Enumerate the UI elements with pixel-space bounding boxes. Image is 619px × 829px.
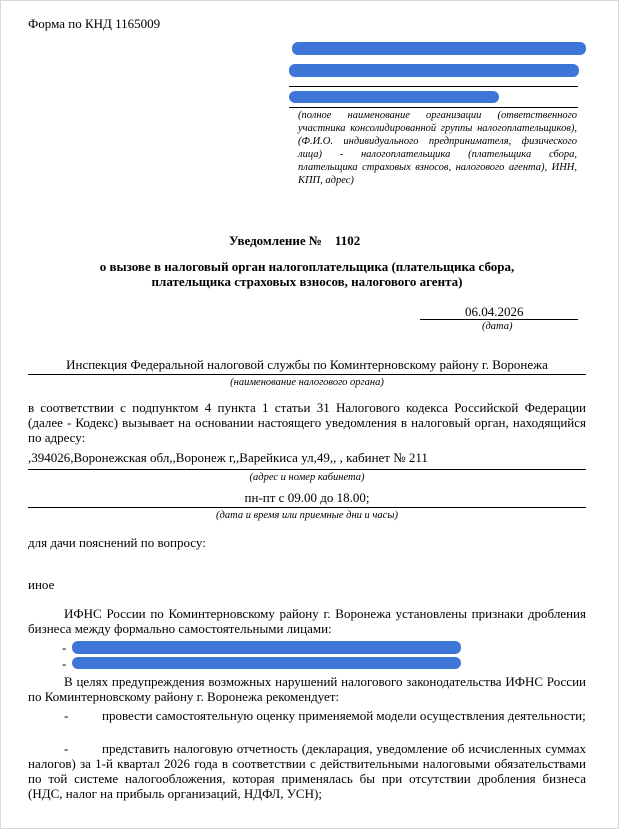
address-caption: (адрес и номер кабинета) [249, 472, 365, 483]
paragraph-recommendations: В целях предупреждения возможных нарушений налогового законодательства ИФНС России по Коминтерновскому району г. Воронежа рекомендует: [28, 674, 586, 704]
title-prefix: Уведомление № [229, 233, 322, 248]
schedule: пн-пт с 09.00 до 18.00; [244, 490, 370, 505]
schedule-underline [28, 507, 586, 508]
rec1-dash: - [64, 708, 69, 723]
schedule-caption: (дата и время или приемные дни и часы) [216, 510, 398, 521]
notice-number: 1102 [334, 233, 361, 248]
redacted-org-line-3 [289, 91, 499, 103]
date-caption: (дата) [482, 321, 513, 332]
tax-authority-underline [28, 374, 586, 375]
notice-subtitle-1: о вызове в налоговый орган налогоплательщика (плательщика сбора, [99, 259, 515, 274]
redacted-entity-2 [72, 657, 461, 669]
legal-basis: в соответствии с подпунктом 4 пункта 1 статьи 31 Налогового кодекса Российской Федерации (далее - Кодекс) вызывает на основании настоящего уведомления в налоговый орган, находящийся по адресу: [28, 400, 586, 445]
question-value: иное [28, 577, 55, 592]
notice-subtitle-2: плательщика страховых взносов, налогового агента) [151, 274, 463, 289]
redacted-entity-1 [72, 641, 461, 654]
recommendation-1: провести самостоятельную оценку применяемой модели осуществления деятельности; [102, 708, 586, 723]
redacted-org-line-2 [289, 64, 579, 77]
address-underline [28, 469, 586, 470]
form-code: Форма по КНД 1165009 [28, 16, 161, 31]
notice-date: 06.04.2026 [465, 304, 524, 319]
org-underline-2 [289, 107, 578, 108]
entity-dash-2: - [62, 656, 67, 671]
paragraph-split-business: ИФНС России по Коминтерновскому району г. Воронежа установлены признаки дробления бизнеса между формально самостоятельными лицами: [28, 606, 586, 636]
org-underline-1 [289, 86, 578, 87]
address: ,394026,Воронежская обл,,Воронеж г,,Варейкиса ул,49,, , кабинет № 211 [28, 450, 428, 465]
tax-authority: Инспекция Федеральной налоговой службы по Коминтерновскому району г. Воронежа [66, 357, 548, 372]
org-caption: (полное наименование организации (ответственного участника консолидированной группы налогоплательщиков), (Ф.И.О. индивидуального предпринимателя, физического лица) - налогоплательщика (плательщика сбора, плательщика страховых взносов, налогового агента), ИНН, КПП, адрес) [298, 110, 577, 186]
entity-dash-1: - [62, 640, 67, 655]
tax-authority-caption: (наименование налогового органа) [230, 377, 384, 388]
notice-title [229, 233, 360, 248]
question-label: для дачи пояснений по вопросу: [28, 535, 206, 550]
redacted-org-line-1 [292, 42, 586, 55]
recommendation-2: представить налоговую отчетность (декларация, уведомление об исчисленных суммах налогов) за 1-й квартал 2026 года в соответствии с действительными налоговыми обязательствами по той системе налогообложения, которая применялась бы при отсутствии дробления бизнеса (НДС, налог на прибыль организаций, НДФЛ, УСН); [28, 741, 586, 801]
rec2-dash: - [64, 741, 69, 756]
